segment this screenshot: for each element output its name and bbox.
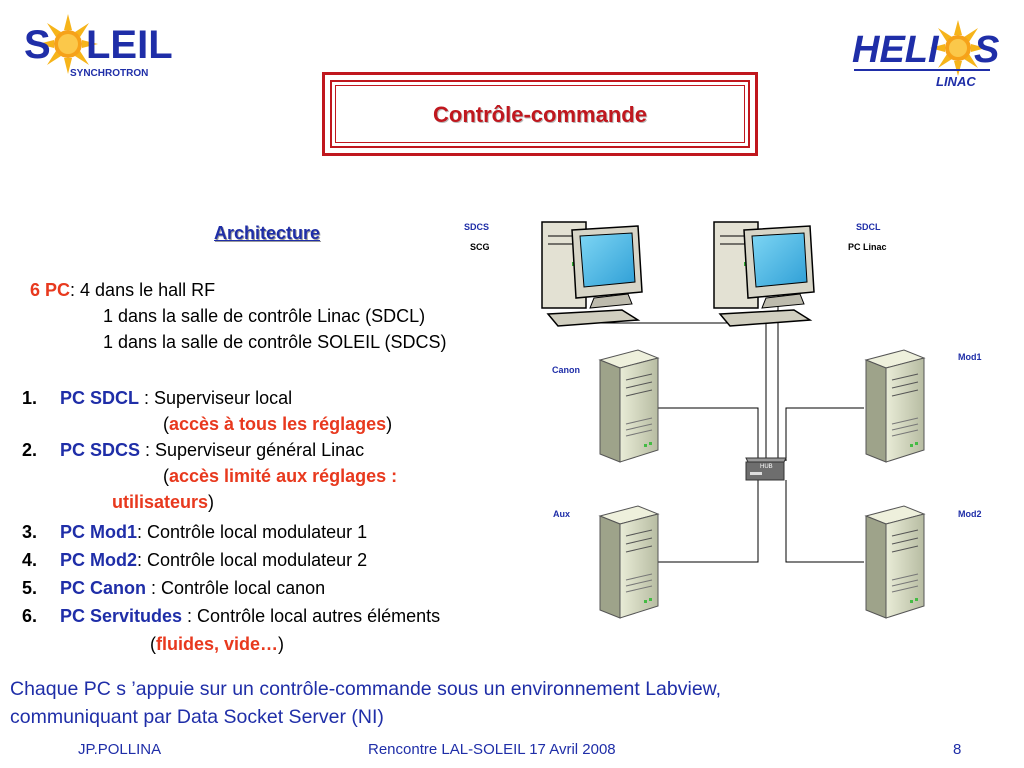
pc-mod1: [866, 350, 924, 462]
footer-author: JP.POLLINA: [78, 741, 162, 758]
soleil-logo: [22, 12, 182, 92]
item-name: PC SDCL: [60, 388, 140, 408]
pc-count-line-3: 1 dans la salle de contrôle SOLEIL (SDCS): [103, 332, 447, 352]
aux-label: Aux: [553, 509, 571, 519]
item-detail: (accès à tous les réglages): [163, 414, 393, 434]
pc-canon: [600, 350, 658, 462]
page-title: Contrôle-commande: [433, 102, 647, 127]
footer-event: Rencontre LAL-SOLEIL 17 Avril 2008: [368, 741, 616, 758]
sdcs-sub: SCG: [470, 242, 490, 252]
pc-count-line-2: 1 dans la salle de contrôle Linac (SDCL): [103, 306, 426, 326]
pc-count-line: [30, 277, 215, 303]
hub: [746, 458, 786, 480]
item-number: 1.: [22, 388, 38, 408]
helios-subtitle: LINAC: [936, 74, 976, 89]
list-item: 3. PC Mod1: Contrôle local modulateur 1: [22, 522, 368, 542]
summary-line-1: Chaque PC s ’appuie sur un contrôle-commande sous un environnement Labview,: [10, 678, 722, 700]
sdcl-sub: PC Linac: [848, 242, 887, 252]
list-item: 6. PC Servitudes : Contrôle local autres éléments: [22, 606, 441, 626]
item-name: PC SDCS: [60, 440, 141, 460]
page-number: 8: [953, 741, 962, 758]
title-box: [322, 72, 758, 156]
summary-text: [10, 675, 721, 731]
pc-aux: [600, 506, 658, 618]
svg-text:LEIL: LEIL: [86, 23, 173, 67]
pc-mod2: [866, 506, 924, 618]
item-desc: : Superviseur général Linac: [140, 440, 365, 460]
list-item: [22, 437, 364, 463]
item-detail: (fluides, vide…): [150, 634, 285, 654]
soleil-subtitle: SYNCHROTRON: [70, 68, 149, 79]
summary-line-2: communiquant par Data Socket Server (NI): [10, 706, 384, 728]
mod2-label: Mod2: [958, 509, 982, 519]
svg-text:S: S: [974, 29, 1000, 71]
item-detail: utilisateurs): [112, 492, 215, 512]
sdcs-label: SDCS: [464, 222, 490, 232]
hub-label: HUB: [760, 464, 773, 470]
mod1-label: Mod1: [958, 352, 982, 362]
pc-count-rest: : 4 dans le hall RF: [70, 280, 216, 300]
helios-logo: [850, 14, 1000, 94]
pc-sdcl: [714, 222, 814, 326]
canon-label: Canon: [552, 365, 580, 375]
pc-sdcs: [542, 222, 642, 326]
sdcl-label: SDCL: [856, 222, 881, 232]
item-desc: : Superviseur local: [139, 388, 293, 408]
list-item: 5. PC Canon : Contrôle local canon: [22, 578, 326, 598]
item-detail: (accès limité aux réglages :: [163, 466, 398, 486]
list-item: [22, 385, 292, 411]
item-number: 2.: [22, 440, 38, 460]
architecture-heading: Architecture: [214, 223, 321, 243]
list-item: 4. PC Mod2: Contrôle local modulateur 2: [22, 550, 368, 570]
svg-text:S: S: [24, 23, 51, 67]
network-diagram: [530, 200, 1010, 670]
pc-count: 6 PC: [30, 280, 71, 300]
svg-text:HELI: HELI: [852, 29, 939, 71]
